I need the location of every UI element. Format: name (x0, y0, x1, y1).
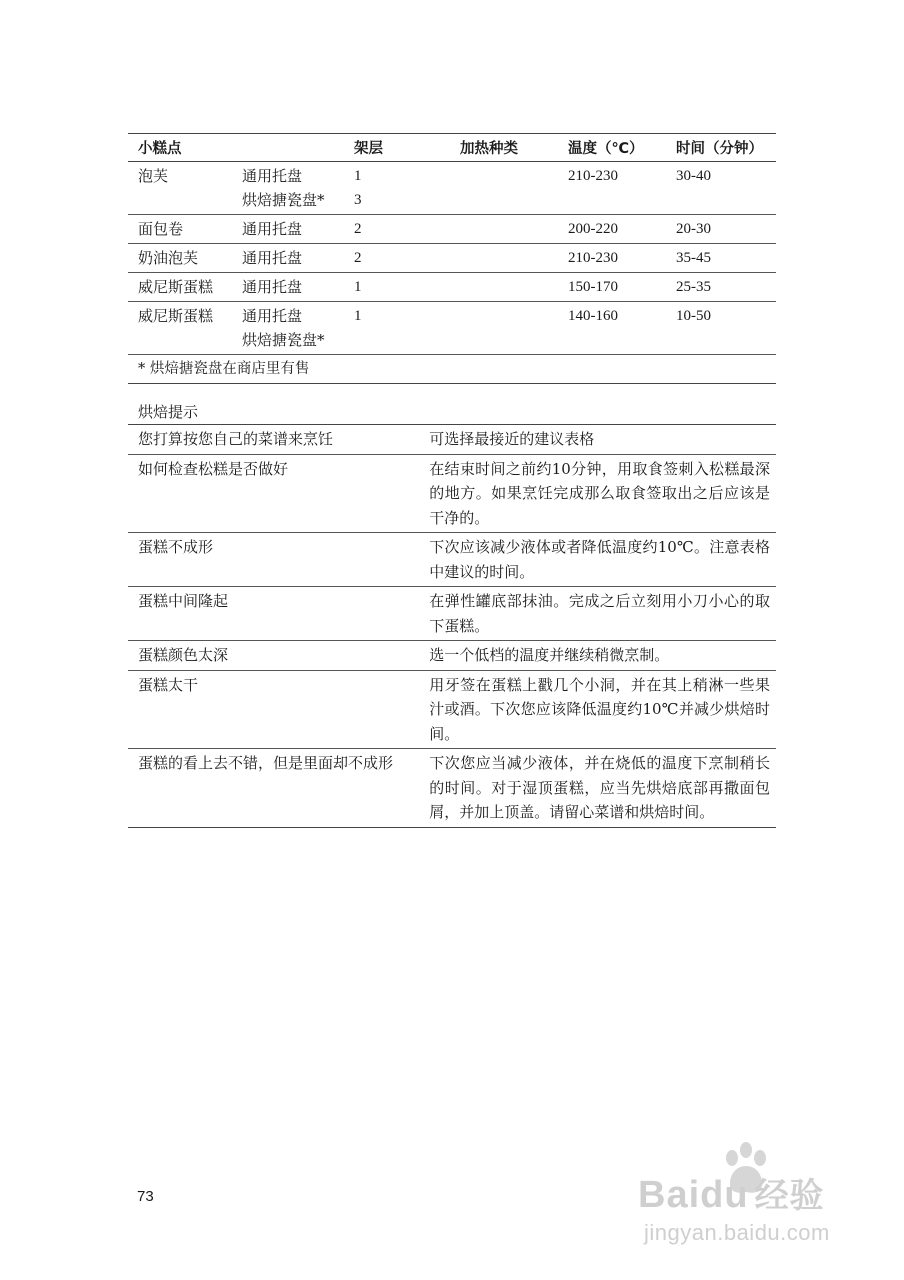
page-number: 73 (137, 1188, 154, 1205)
tip-question: 蛋糕太干 (128, 670, 419, 749)
cell-heating (450, 273, 558, 302)
table-footnote-row (128, 355, 776, 384)
cakes-table-header (128, 134, 776, 162)
cell-time: 10-50 (666, 302, 776, 355)
cell-shelf (344, 244, 450, 273)
cell-temperature: 150-170 (558, 273, 666, 302)
cell-accessory (232, 162, 344, 215)
baidu-watermark (630, 1140, 890, 1260)
cell-temperature: 200-220 (558, 215, 666, 244)
header-heating: 加热种类 (450, 134, 558, 162)
cell-time: 30-40 (666, 162, 776, 215)
cell-heating (450, 162, 558, 215)
tip-answer: 在结束时间之前约10分钟，用取食签刺入松糕最深的地方。如果烹饪完成那么取食签取出之后应该是干净的。 (419, 454, 776, 533)
tip-answer: 选一个低档的温度并继续稍微烹制。 (419, 641, 776, 671)
cell-temperature: 210-230 (558, 244, 666, 273)
accessory-line: 通用托盘 (242, 249, 303, 267)
table-row (128, 162, 776, 215)
tips-row (128, 670, 776, 749)
shelf-line: 2 (354, 250, 362, 266)
tips-row (128, 641, 776, 671)
accessory-line: 通用托盘 (242, 220, 303, 238)
shelf-line: 3 (354, 192, 362, 208)
tips-row (128, 749, 776, 828)
shelf-line: 1 (354, 168, 362, 184)
cell-temperature: 210-230 (558, 162, 666, 215)
tip-question: 如何检查松糕是否做好 (128, 454, 419, 533)
shelf-line: 1 (354, 279, 362, 295)
accessory-line: 通用托盘 (242, 167, 303, 185)
cell-heating (450, 302, 558, 355)
cell-accessory (232, 215, 344, 244)
cell-accessory (232, 273, 344, 302)
accessory-line: 通用托盘 (242, 278, 303, 296)
cell-shelf (344, 162, 450, 215)
cell-item: 威尼斯蛋糕 (128, 302, 232, 355)
watermark-url: jingyan.baidu.com (644, 1220, 830, 1245)
cell-time: 25-35 (666, 273, 776, 302)
cell-shelf (344, 215, 450, 244)
header-temperature: 温度（℃） (558, 134, 666, 162)
accessory-line: 烘焙搪瓷盘* (242, 331, 325, 349)
watermark-brand-en: Baidu (638, 1174, 749, 1216)
header-time: 时间（分钟） (666, 134, 776, 162)
cell-heating (450, 215, 558, 244)
cell-item: 泡芙 (128, 162, 232, 215)
cell-accessory (232, 244, 344, 273)
tip-answer: 下次应该减少液体或者降低温度约10℃。注意表格中建议的时间。 (419, 533, 776, 587)
shelf-line: 1 (354, 308, 362, 324)
cell-time: 20-30 (666, 215, 776, 244)
table-row (128, 302, 776, 355)
tips-table (128, 424, 776, 828)
tip-question: 蛋糕颜色太深 (128, 641, 419, 671)
shelf-line: 2 (354, 221, 362, 237)
cell-item: 奶油泡芙 (128, 244, 232, 273)
tips-row (128, 425, 776, 455)
cell-shelf (344, 302, 450, 355)
tip-question: 蛋糕中间隆起 (128, 587, 419, 641)
watermark-brand-cn: 经验 (754, 1176, 825, 1216)
tip-question: 蛋糕的看上去不错，但是里面却不成形 (128, 749, 419, 828)
tip-answer: 可选择最接近的建议表格 (419, 425, 776, 455)
table-row (128, 215, 776, 244)
tip-answer: 用牙签在蛋糕上戳几个小洞，并在其上稍淋一些果汁或酒。下次您应该降低温度约10℃并减少烘焙时间。 (419, 670, 776, 749)
watermark-brand (638, 1168, 825, 1217)
cakes-table (128, 133, 776, 384)
header-shelf: 架层 (344, 134, 450, 162)
header-item: 小糕点 (128, 134, 344, 162)
cell-item: 面包卷 (128, 215, 232, 244)
tip-answer: 下次您应当减少液体，并在烧低的温度下烹制稍长的时间。对于湿顶蛋糕，应当先烘焙底部再撒面包屑，并加上顶盖。请留心菜谱和烘焙时间。 (419, 749, 776, 828)
table-row (128, 244, 776, 273)
tip-answer: 在弹性罐底部抹油。完成之后立刻用小刀小心的取下蛋糕。 (419, 587, 776, 641)
cell-item: 威尼斯蛋糕 (128, 273, 232, 302)
tips-title: 烘焙提示 (138, 403, 199, 421)
tips-row (128, 587, 776, 641)
accessory-line: 通用托盘 (242, 307, 303, 325)
table-row (128, 273, 776, 302)
cell-time: 35-45 (666, 244, 776, 273)
accessory-line: 烘焙搪瓷盘* (242, 191, 325, 209)
cell-accessory (232, 302, 344, 355)
tip-question: 蛋糕不成形 (128, 533, 419, 587)
tips-row (128, 533, 776, 587)
tips-row (128, 454, 776, 533)
cell-temperature: 140-160 (558, 302, 666, 355)
tip-question: 您打算按您自己的菜谱来烹饪 (128, 425, 419, 455)
table-footnote: * 烘焙搪瓷盘在商店里有售 (128, 355, 776, 384)
cell-heating (450, 244, 558, 273)
cell-shelf (344, 273, 450, 302)
